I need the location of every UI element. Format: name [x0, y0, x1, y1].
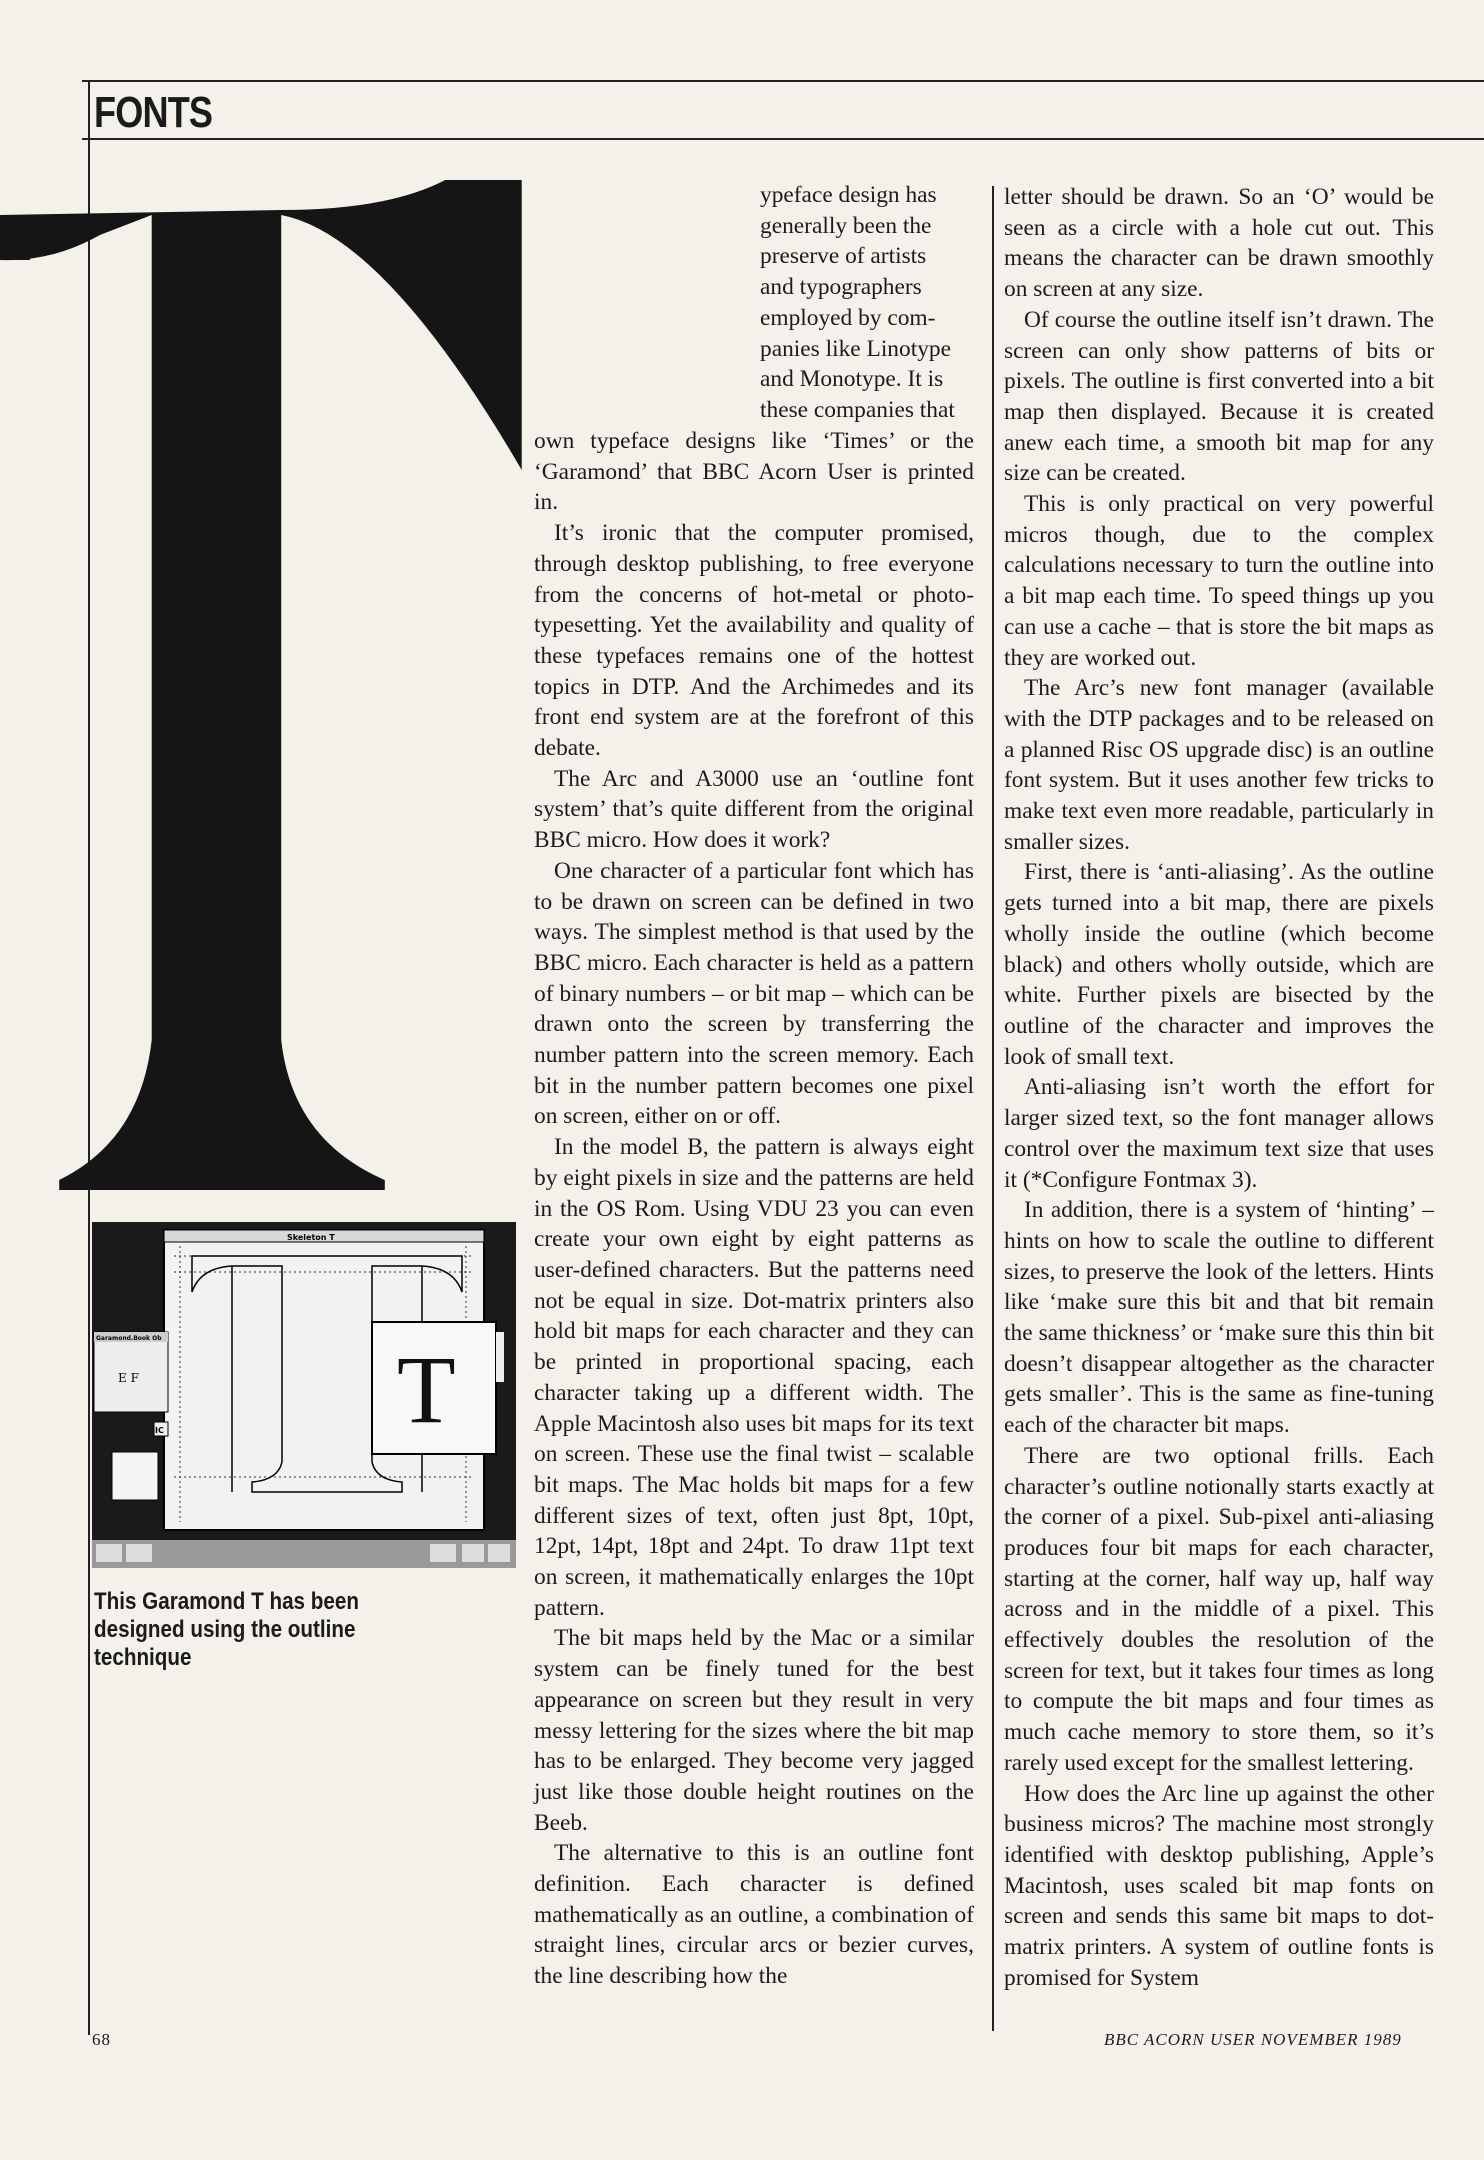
paragraph: The bit maps held by the Mac or a similar system can be finely tuned for the best appearance on screen but they result in very messy lettering for the sizes where the bit map has to be enlarged. They become very jagged just like those double height routines on the Beeb.: [534, 1625, 974, 1836]
paragraph: One character of a particular font which has to be drawn on screen can be defined in two ways. The simplest method is that used by the BBC micro. Each character is held as a pattern of binary numbers – or bit map – which can be drawn onto the screen by transferring the number pattern into the screen memory. Each bit in the number pattern becomes one pixel on screen, either on or off.: [534, 857, 974, 1130]
paragraph: This is only practical on very powerful micros though, due to the complex calculations necessary to turn the outline into a bit map each time. To speed things up you can use a cache – that is store the bit maps as they are worked out.: [1004, 491, 1434, 671]
paragraph: How does the Arc line up against the other business micros? The machine most strongly identified with desktop publishing, Apple’s Macintosh, uses scaled bit map fonts on screen and sends this same bit maps to dot-matrix printers. A system of outline fonts is promised for System: [1004, 1780, 1434, 1991]
paragraph: Anti-aliasing isn’t worth the effort for larger sized text, so the font manager allows control over the maximum text size that uses it (*Configure Fontmax 3).: [1004, 1074, 1434, 1193]
paragraph: In the model B, the pattern is always eight by eight pixels in size and the patterns are held in the OS Rom. Using VDU 23 you can even create your own eight by eight patterns as user-defined characters. But the patterns need not be equal in size. Dot-matrix printers also hold bit maps for each character and they can be printed in proportional spacing, each character taking up a different width. The Apple Macintosh also uses bit maps for its text on screen. These use the final twist – scalable bit maps. The Mac holds bit maps for a few different sizes of text, often just 8pt, 10pt, 12pt, 14pt, 18pt and 24pt. To draw 11pt text on screen, it mathematically enlarges the 10pt pattern.: [534, 1134, 974, 1621]
drop-cap-letter-t: [0, 180, 540, 1200]
paragraph: It’s ironic that the computer promised, through desktop publishing, to free everyone from the concerns of hot-metal or photo-typesetting. Yet the availability and quality of these typefaces remains one of the hottest topics in DTP. And the Archimedes and its front end system are at the forefront of this debate.: [534, 520, 974, 762]
wrap-line: and typographers: [760, 274, 922, 301]
wrap-line: these companies that: [760, 396, 955, 423]
page-number: 68: [92, 2030, 111, 2049]
wrap-line: and Monotype. It is: [760, 366, 944, 393]
paragraph: The Arc and A3000 use an ‘outline font system’ that’s quite different from the original BBC micro. How does it work?: [534, 765, 974, 854]
section-title: FONTS: [94, 88, 213, 137]
side-window-letters: E F: [118, 1371, 139, 1385]
editor-window-title: Skeleton T: [287, 1233, 335, 1242]
paragraph: The alternative to this is an outline font definition. Each character is defined mathematically as an outline, a combination of straight lines, circular arcs or bezier curves, the line describing how the: [534, 1840, 974, 1990]
preview-letter-t: T: [397, 1336, 456, 1443]
wrap-line: panies like Linotype: [760, 335, 951, 362]
page-footer: BBC ACORN USER NOVEMBER 1989: [1104, 2030, 1402, 2049]
wrap-line: employed by com-: [760, 304, 936, 331]
figure-caption: This Garamond T has been designed using the outline technique: [94, 1588, 359, 1671]
wrap-line: ypeface design has: [760, 182, 937, 208]
font-editor-graphic: [92, 1222, 516, 1568]
paragraph: First, there is ‘anti-aliasing’. As the outline gets turned into a bit map, there are pixels wholly inside the outline (which become black) and others wholly outside, which are white. Further pixels are bisected by the outline of the character and improves the look of small text.: [1004, 859, 1434, 1070]
article-column-1: [534, 426, 974, 1992]
drop-cap-wrap-text: [760, 180, 976, 426]
paragraph: own typeface designs like ‘Times’ or the ‘Garamond’ that BBC Acorn User is printed in.: [534, 428, 974, 516]
paragraph: The Arc’s new font manager (available with the DTP packages and to be released on a planned Risc OS upgrade disc) is an outline font system. But it uses another few tricks to make text even more readable, particularly in smaller sizes.: [1004, 675, 1434, 855]
side-window-title: Garamond.Book Ob: [96, 1335, 162, 1342]
font-editor-screenshot: [92, 1222, 516, 1568]
paragraph: Of course the outline itself isn’t drawn. The screen can only show patterns of bits or pixels. The outline is first converted into a bit map then displayed. Because it is created anew each time, a smooth bit map for any size can be created.: [1004, 306, 1434, 487]
paragraph: There are two optional frills. Each character’s outline notionally starts exactly at the corner of a pixel. Sub-pixel anti-aliasing produces four bit maps for each character, starting at the corner, half way up, half way across and in the middle of a pixel. This effectively doubles the resolution of the screen for text, but it takes four times as long to compute the bit maps and four times as much cache memory to store them, so it’s rarely used except for the smallest lettering.: [1004, 1442, 1434, 1776]
paragraph: In addition, there is a system of ‘hinting’ – hints on how to scale the outline to different sizes, to preserve the look of the letters. Hints like ‘make sure this bit and that bit remain the same thickness’ or ‘make sure this thin bit doesn’t disappear altogether as the character gets smaller’. This is the same as fine-tuning each of the character bit maps.: [1004, 1197, 1434, 1439]
wrap-line: preserve of artists: [760, 243, 927, 270]
small-panel-label: IC: [155, 1426, 164, 1435]
wrap-line: generally been the: [760, 212, 932, 239]
header-rule-top: [82, 80, 1484, 82]
paragraph: letter should be drawn. So an ‘O’ would be seen as a circle with a hole cut out. This means the character can be drawn smoothly on screen at any size.: [1004, 184, 1434, 303]
header-rule-bottom: [82, 138, 1484, 140]
article-column-2: [1004, 182, 1434, 1993]
column-divider: [992, 186, 994, 2031]
